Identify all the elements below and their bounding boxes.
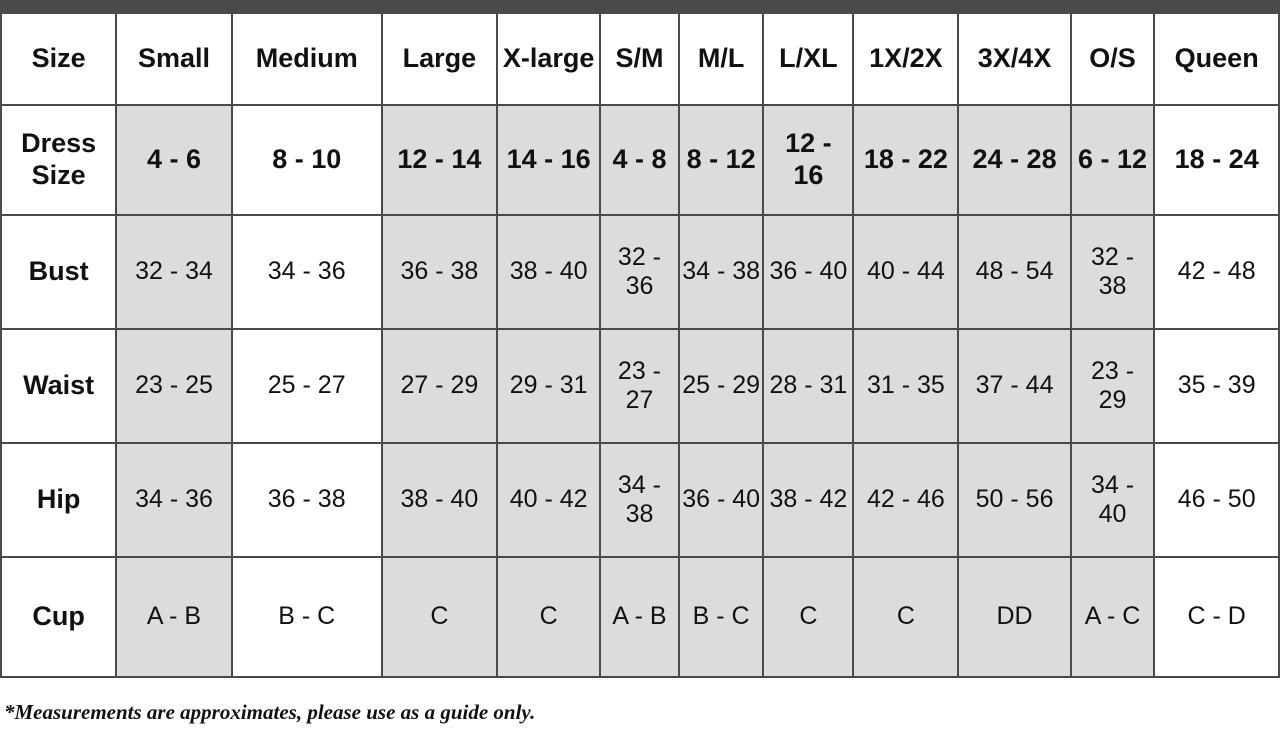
header-cell-lxl: L/XL <box>763 13 853 105</box>
cell-cup-medium: B - C <box>232 557 382 677</box>
cell-bust-1x2x: 40 - 44 <box>853 215 958 329</box>
table-header-row <box>1 13 1279 105</box>
cell-bust-lxl: 36 - 40 <box>763 215 853 329</box>
measurements-footnote: *Measurements are approximates, please use as a guide only. <box>4 700 536 724</box>
cell-cup-lxl: C <box>763 557 853 677</box>
cell-bust-sm: 32 - 36 <box>600 215 679 329</box>
cell-cup-ml: B - C <box>679 557 764 677</box>
size-chart-table <box>0 12 1280 678</box>
cell-cup-large: C <box>382 557 497 677</box>
cell-waist-1x2x: 31 - 35 <box>853 329 958 443</box>
cell-cup-xlarge: C <box>497 557 600 677</box>
cell-waist-sm: 23 - 27 <box>600 329 679 443</box>
table-row-cup <box>1 557 1279 677</box>
header-cell-xlarge: X-large <box>497 13 600 105</box>
cell-dress-3x4x: 24 - 28 <box>958 105 1070 215</box>
cell-cup-sm: A - B <box>600 557 679 677</box>
header-cell-1x2x: 1X/2X <box>853 13 958 105</box>
header-cell-ml: M/L <box>679 13 764 105</box>
header-cell-medium: Medium <box>232 13 382 105</box>
cell-bust-3x4x: 48 - 54 <box>958 215 1070 329</box>
row-label-hip: Hip <box>1 443 116 557</box>
cell-dress-lxl: 12 - 16 <box>763 105 853 215</box>
row-label-dress-size: Dress Size <box>1 105 116 215</box>
cell-hip-sm: 34 - 38 <box>600 443 679 557</box>
cell-dress-small: 4 - 6 <box>116 105 231 215</box>
cell-dress-large: 12 - 14 <box>382 105 497 215</box>
cell-hip-1x2x: 42 - 46 <box>853 443 958 557</box>
cell-dress-ml: 8 - 12 <box>679 105 764 215</box>
table-row-bust <box>1 215 1279 329</box>
cell-bust-ml: 34 - 38 <box>679 215 764 329</box>
cell-hip-os: 34 - 40 <box>1071 443 1155 557</box>
row-label-waist: Waist <box>1 329 116 443</box>
cell-bust-queen: 42 - 48 <box>1154 215 1279 329</box>
cell-waist-os: 23 - 29 <box>1071 329 1155 443</box>
table-row-dress-size <box>1 105 1279 215</box>
cell-dress-xlarge: 14 - 16 <box>497 105 600 215</box>
cell-cup-3x4x: DD <box>958 557 1070 677</box>
cell-waist-large: 27 - 29 <box>382 329 497 443</box>
top-divider-bar <box>0 0 1280 12</box>
cell-waist-xlarge: 29 - 31 <box>497 329 600 443</box>
cell-bust-xlarge: 38 - 40 <box>497 215 600 329</box>
cell-bust-medium: 34 - 36 <box>232 215 382 329</box>
cell-hip-lxl: 38 - 42 <box>763 443 853 557</box>
cell-hip-large: 38 - 40 <box>382 443 497 557</box>
cell-hip-small: 34 - 36 <box>116 443 231 557</box>
header-cell-3x4x: 3X/4X <box>958 13 1070 105</box>
cell-hip-3x4x: 50 - 56 <box>958 443 1070 557</box>
size-chart-table-container <box>0 12 1280 678</box>
cell-hip-ml: 36 - 40 <box>679 443 764 557</box>
cell-dress-1x2x: 18 - 22 <box>853 105 958 215</box>
cell-waist-ml: 25 - 29 <box>679 329 764 443</box>
header-cell-large: Large <box>382 13 497 105</box>
cell-waist-3x4x: 37 - 44 <box>958 329 1070 443</box>
cell-waist-small: 23 - 25 <box>116 329 231 443</box>
table-row-hip <box>1 443 1279 557</box>
cell-hip-queen: 46 - 50 <box>1154 443 1279 557</box>
header-cell-os: O/S <box>1071 13 1155 105</box>
header-cell-size: Size <box>1 13 116 105</box>
table-row-waist <box>1 329 1279 443</box>
cell-waist-medium: 25 - 27 <box>232 329 382 443</box>
cell-cup-small: A - B <box>116 557 231 677</box>
cell-dress-sm: 4 - 8 <box>600 105 679 215</box>
header-cell-small: Small <box>116 13 231 105</box>
header-cell-sm: S/M <box>600 13 679 105</box>
cell-waist-lxl: 28 - 31 <box>763 329 853 443</box>
cell-hip-medium: 36 - 38 <box>232 443 382 557</box>
cell-hip-xlarge: 40 - 42 <box>497 443 600 557</box>
cell-bust-small: 32 - 34 <box>116 215 231 329</box>
cell-dress-os: 6 - 12 <box>1071 105 1155 215</box>
cell-cup-1x2x: C <box>853 557 958 677</box>
cell-bust-large: 36 - 38 <box>382 215 497 329</box>
header-cell-queen: Queen <box>1154 13 1279 105</box>
cell-dress-queen: 18 - 24 <box>1154 105 1279 215</box>
cell-waist-queen: 35 - 39 <box>1154 329 1279 443</box>
cell-bust-os: 32 - 38 <box>1071 215 1155 329</box>
row-label-bust: Bust <box>1 215 116 329</box>
row-label-cup: Cup <box>1 557 116 677</box>
cell-cup-queen: C - D <box>1154 557 1279 677</box>
cell-cup-os: A - C <box>1071 557 1155 677</box>
cell-dress-medium: 8 - 10 <box>232 105 382 215</box>
